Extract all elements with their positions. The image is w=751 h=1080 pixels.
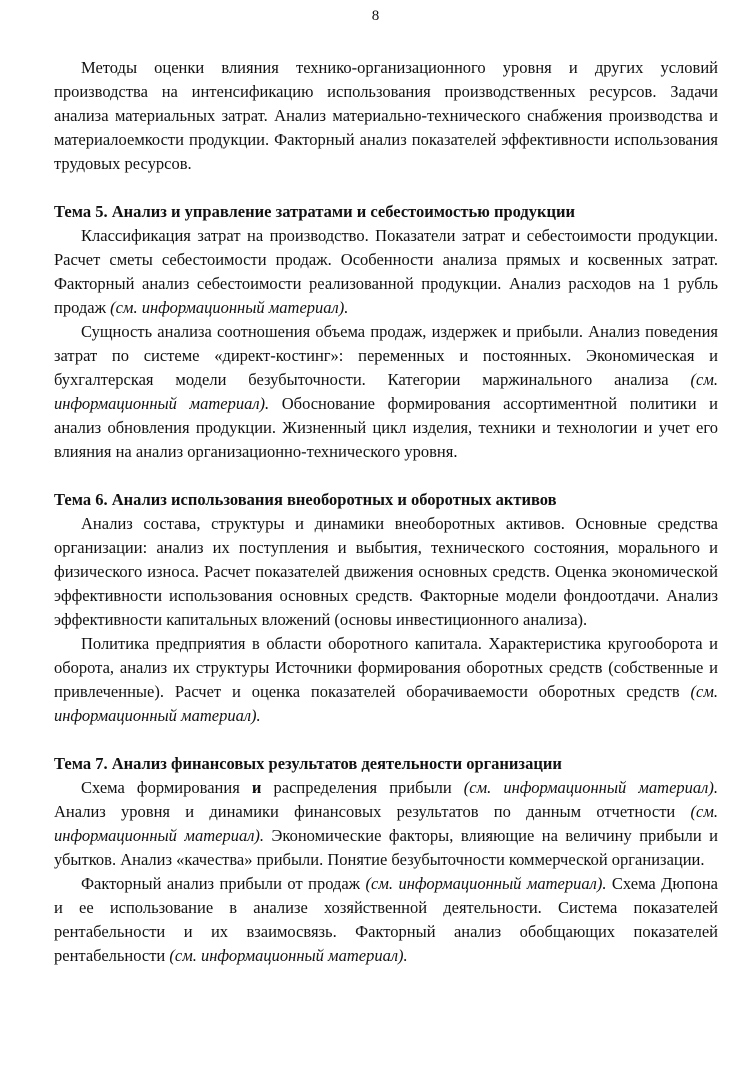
text-span: Обоснование формирования ассортиментной политики и анализ обновления продукции. Жизненный цикл изделия, техники и технологии и учет его влияния на анализ организационно-технического уровня.: [54, 394, 718, 461]
page-number: 8: [371, 8, 380, 24]
section-gap: [54, 464, 718, 488]
text-span: Схема Дюпона и ее использование в анализе хозяйственной деятельности. Система показателей рентабельности и их взаимосвязь. Факторный анализ обобщающих показателей рентабельности: [54, 874, 718, 965]
text-span: Сущность анализа соотношения объема продаж, издержек и прибыли. Анализ поведения затрат по системе «директ-костинг»: переменных и постоянных. Экономическая и бухгалтерская модели безубыточности. Категории маржинального анализа: [54, 322, 718, 389]
topic-6-paragraph-1: Анализ состава, структуры и динамики внеоборотных активов. Основные средства организации: анализ их поступления и выбытия, технического состояния, морального и физического износа. Расчет показателей движения основных средств. Оценка экономической эффективности использования основных средств. Факторные модели фондоотдачи. Анализ эффективности капитальных вложений (основы инвестиционного анализа).: [54, 514, 718, 629]
topic-6-paragraph-2: [54, 632, 718, 728]
reference-note: (см. информационный материал).: [54, 802, 718, 845]
text-span: Схема формирования: [81, 778, 252, 797]
topic-7-heading: Тема 7. Анализ финансовых результатов деятельности организации: [54, 754, 562, 773]
topic-5-paragraph-2: [54, 320, 718, 464]
topic-5-paragraph-1: [54, 224, 718, 320]
topic-7-paragraph-2: [54, 872, 718, 968]
text-span: Экономические факторы, влияющие на величину прибыли и убытков. Анализ «качества» прибыли. Понятие безубыточности коммерческой организации.: [54, 826, 718, 869]
reference-note: (см. информационный материал).: [54, 682, 718, 725]
reference-note: (см. информационный материал).: [169, 946, 408, 965]
topic-6-heading: Тема 6. Анализ использования внеоборотных и оборотных активов: [54, 490, 557, 509]
reference-note: (см. информационный материал).: [365, 874, 607, 893]
text-span: Классификация затрат на производство. Показатели затрат и себестоимости продукции. Расчет сметы себестоимости продаж. Особенности анализа прямых и косвенных затрат. Факторный анализ себестоимости реализованной продукции. Анализ расходов на 1 рубль продаж: [54, 226, 718, 317]
section-gap: [54, 728, 718, 752]
section-gap: [54, 176, 718, 200]
text-span: Политика предприятия в области оборотного капитала. Характеристика кругооборота и оборота, анализ их структуры Источники формирования оборотных средств (собственные и привлеченные). Расчет и оценка показателей оборачиваемости оборотных средств: [54, 634, 718, 701]
intro-paragraph: Методы оценки влияния технико-организационного уровня и других условий производства на интенсификацию использования производственных ресурсов. Задачи анализа материальных затрат. Анализ материально-технического снабжения производства и материалоемкости продукции. Факторный анализ показателей эффективности использования трудовых ресурсов.: [54, 58, 718, 173]
text-span: Факторный анализ прибыли от продаж: [81, 874, 366, 893]
topic-7-paragraph-1: [54, 776, 718, 872]
reference-note: (см. информационный материал).: [54, 370, 718, 413]
document-body: [54, 56, 718, 968]
reference-note: (см. информационный материал).: [110, 298, 349, 317]
topic-5-heading: Тема 5. Анализ и управление затратами и себестоимостью продукции: [54, 202, 576, 221]
reference-note: (см. информационный материал).: [463, 778, 718, 797]
text-span: Анализ уровня и динамики финансовых результатов по данным отчетности: [54, 802, 691, 821]
text-span: и: [251, 778, 262, 797]
text-span: распределения прибыли: [261, 778, 464, 797]
